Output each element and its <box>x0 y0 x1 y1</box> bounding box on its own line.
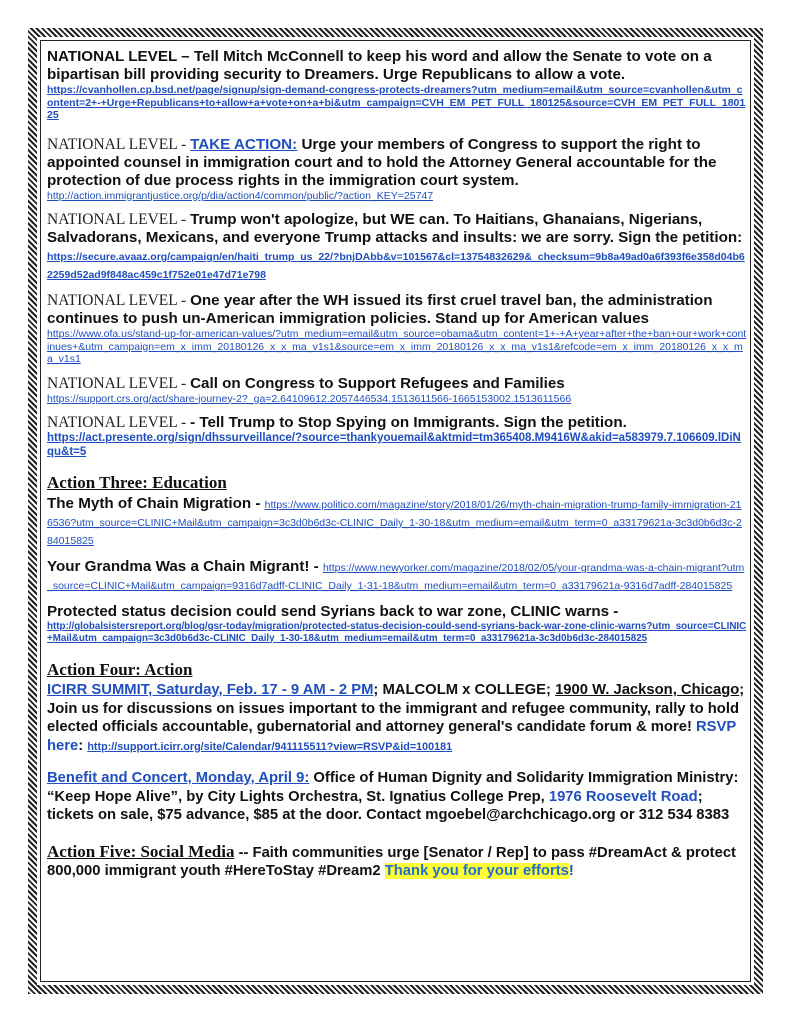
section-heading: Action Three: Education <box>47 473 227 492</box>
item-text: One year after the WH issued its first cruel travel ban, the administration continues to push un-American immigration policies. Stand up for American values <box>47 292 713 327</box>
level-label: NATIONAL LEVEL - <box>47 292 191 309</box>
section-social-media <box>47 843 747 881</box>
article-item <box>47 558 747 594</box>
summit-description: ; Join us for discussions on issues important to the immigrant and refugee community, rally to hold elected officials accountable, gubernatorial and attorney general's candidate forum & more! <box>47 682 745 735</box>
article-link[interactable]: https://www.newyorker.com/magazine/2018/02/05/your-grandma-was-a-chain-migrant?utm_source=CLINIC+Mail&utm_campaign=9316d7adff-CLINIC_Daily_1-31-18&utm_medium=email&utm_term=0_a33179621a-9316d7adff-284015825 <box>47 562 745 592</box>
section-education <box>47 473 747 644</box>
article-title: Your Grandma Was a Chain Migrant! - <box>47 558 323 575</box>
address-text: 1900 W. Jackson, Chicago <box>555 682 740 698</box>
action-link[interactable]: http://action.immigrantjustice.org/p/dia/action4/common/public/?action_KEY=25747 <box>47 189 434 202</box>
item-text: - Tell Trump to Stop Spying on Immigrants. Sign the petition. <box>190 414 627 431</box>
take-action-link[interactable]: TAKE ACTION: <box>190 135 298 153</box>
level-label: NATIONAL LEVEL – <box>47 48 194 65</box>
national-item-mcconnell <box>47 48 747 122</box>
petition-link[interactable]: https://cvanhollen.cp.bsd.net/page/signup/sign-demand-congress-protects-dreamers?utm_medium=email&utm_source=cvanhollen&utm_content=2+-+Urge+Republicans+to+allow+a+vote+on+a+bi&utm_campaign=CVH_EM_PET_FULL_180125&source=CVH_EM_PET_FULL_180125 <box>47 84 746 121</box>
rsvp-colon: : <box>78 737 88 754</box>
thank-you-highlight: Thank you for your efforts <box>384 863 569 879</box>
article-item <box>47 603 747 644</box>
section-heading: Action Five: Social Media <box>47 841 235 861</box>
item-text: Tell Mitch McConnell to keep his word and allow the Senate to vote on a bipartisan bill providing security to Dreamers. Urge Republicans to allow a vote. <box>47 48 712 83</box>
flyer-content <box>47 48 747 881</box>
level-label: NATIONAL LEVEL - <box>47 414 191 431</box>
rsvp-link[interactable]: http://support.icirr.org/site/Calendar/941115511?view=RSVP&id=100181 <box>87 740 453 753</box>
article-title: The Myth of Chain Migration - <box>47 495 265 512</box>
ofa-link[interactable]: https://www.ofa.us/stand-up-for-american-values/?utm_medium=email&utm_source=obama&utm_content=1+-+A+year+after+the+ban+our+work+continues+&utm_campaign=em_x_imm_20180126_x_x_ma_v1s1&source=em_x_imm_20180126_x_x_ma_v1s1&refcode=em_x_imm_20180126_x_x_ma_v1s1 <box>47 328 747 365</box>
benefit-address: 1976 Roosevelt Road <box>548 788 698 805</box>
petition-link[interactable]: https://secure.avaaz.org/campaign/en/haiti_trump_us_22/?bnjDAbb&v=101567&cl=13754832629&_checksum=9b8a49ad0a6f393f6e358d04b62259d52ad9f848ac459c1f752e01e47d71e798 <box>47 251 745 281</box>
crs-link[interactable]: https://support.crs.org/act/share-journey-2?_ga=2.64109612.2057446534.1513611566-1665153002.1513611566 <box>47 392 572 405</box>
national-item-travel-ban <box>47 292 747 366</box>
level-label: NATIONAL LEVEL - <box>47 374 191 392</box>
article-link[interactable]: https://www.politico.com/magazine/story/2018/01/26/myth-chain-migration-trump-family-immigration-216536?utm_source=CLINIC+Mail&utm_campaign=3c3d0b6d3c-CLINIC_Daily_1-30-18&utm_medium=email&utm_term=0_a33179621a-3c3d0b6d3c-284015825 <box>47 499 742 547</box>
venue-text: ; MALCOLM x COLLEGE; <box>373 682 556 698</box>
item-text: Trump won't apologize, but WE can. To Haitians, Ghanaians, Nigerians, Salvadorans, Mexicans, and everyone Trump attacks and insults: we are sorry. Sign the petition: <box>47 211 743 246</box>
benefit-description: Office of Human Dignity and Solidarity Immigration Ministry: “Keep Hope Alive”, by City Lights Orchestra, St. Ignatius College Prep, <box>47 770 739 805</box>
benefit-details: ; tickets on sale, $75 advance, $85 at the door. Contact mgoebel@archchicago.org or 312 534 8383 <box>47 788 730 823</box>
presente-link[interactable]: https://act.presente.org/sign/dhssurveillance/?source=thankyouemail&aktmid=tm365408.M9416W&akid=a583979.7.106609.lDiNqu&t=5 <box>47 432 741 458</box>
section-action <box>47 660 747 825</box>
national-item-apology <box>47 211 747 283</box>
summit-item <box>47 681 747 755</box>
national-item-counsel <box>47 136 747 203</box>
article-link[interactable]: http://globalsistersreport.org/blog/gsr-today/migration/protected-status-decision-could-send-syrians-back-war-zone-clinic-warns?utm_source=CLINIC+Mail&utm_campaign=3c3d0b6d3c-CLINIC_Daily_1-30-18&utm_medium=email&utm_term=0_a33179621a-3c3d0b6d3c-284015825 <box>47 621 747 644</box>
article-item <box>47 495 747 549</box>
summit-link[interactable]: ICIRR SUMMIT, Saturday, Feb. 17 - 9 AM - 2 PM <box>47 682 374 698</box>
exclamation: ! <box>568 863 574 879</box>
national-item-surveillance <box>47 414 747 459</box>
item-text: Urge your members of Congress to support the right to appointed counsel in immigration court and to hold the Attorney General accountable for the protection of due process rights in the immigration court system. <box>47 135 717 189</box>
article-title: Protected status decision could send Syrians back to war zone, CLINIC warns - <box>47 603 619 620</box>
rsvp-label: RSVP here <box>47 719 737 754</box>
national-item-refugees <box>47 375 747 406</box>
benefit-item <box>47 769 747 825</box>
section-heading: Action Four: Action <box>47 660 193 679</box>
social-text: -- Faith communities urge [Senator / Rep] to pass #DreamAct & protect 800,000 immigrant youth #HereToStay #Dream2 <box>47 844 736 879</box>
benefit-link[interactable]: Benefit and Concert, Monday, April 9: <box>47 770 310 786</box>
level-label: NATIONAL LEVEL - <box>47 211 191 228</box>
item-text: Call on Congress to Support Refugees and Families <box>190 374 565 392</box>
level-label: NATIONAL LEVEL - <box>47 135 191 153</box>
